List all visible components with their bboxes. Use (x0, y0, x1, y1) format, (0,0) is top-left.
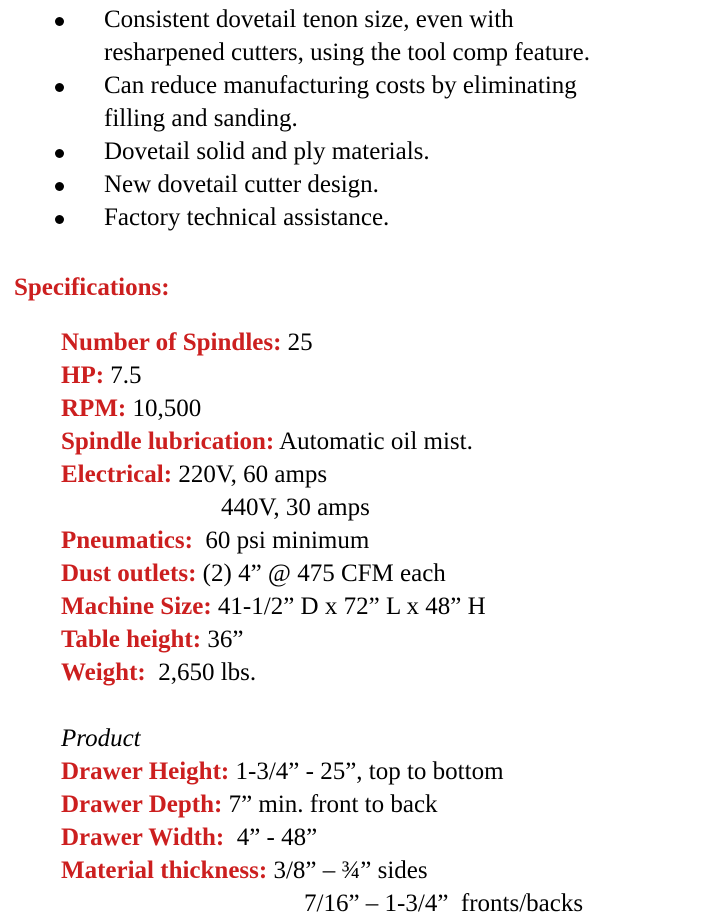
spec-label: Weight: (61, 659, 146, 686)
specifications-heading: Specifications: (14, 274, 170, 301)
bullet-dot-icon (55, 182, 64, 191)
spec-row-dust-outlets (61, 557, 486, 590)
product-row-drawer-width (61, 821, 583, 854)
bullet-line: Consistent dovetail tenon size, even with (104, 6, 514, 33)
bullet-line: Factory technical assistance. (104, 204, 390, 231)
spec-value: 440V, 30 amps (221, 494, 370, 521)
spec-value: 7” min. front to back (222, 791, 438, 818)
spec-value: 4” - 48” (224, 824, 318, 851)
spec-row-electrical (61, 458, 486, 491)
bullet-line: filling and sanding. (104, 105, 298, 132)
spec-label: HP: (61, 362, 105, 389)
product-row-drawer-depth (61, 788, 583, 821)
bullet-line: New dovetail cutter design. (104, 171, 379, 198)
product-row-drawer-height (61, 755, 583, 788)
bullet-dot-icon (55, 83, 64, 92)
spec-row-machine-size (61, 590, 486, 623)
spec-label: Drawer Width: (61, 824, 225, 851)
spec-value: 1-3/4” - 25”, top to bottom (229, 758, 504, 785)
spec-value: 25 (281, 329, 313, 356)
bullet-item (0, 201, 704, 234)
spec-label: Dust outlets: (61, 560, 197, 587)
spec-row-rpm (61, 392, 486, 425)
bullet-dot-icon (55, 215, 64, 224)
spec-value: 2,650 lbs. (145, 659, 257, 686)
spec-label: Electrical: (61, 461, 173, 488)
spec-value: 41-1/2” D x 72” L x 48” H (211, 593, 486, 620)
spec-row-electrical-continued (61, 491, 486, 524)
spec-value: (2) 4” @ 475 CFM each (196, 560, 446, 587)
bullet-item (0, 168, 704, 201)
spec-label: Drawer Height: (61, 758, 230, 785)
spec-value: 10,500 (126, 395, 202, 422)
specifications-list (61, 326, 486, 689)
product-heading: Product (61, 725, 141, 752)
product-row-material-thickness (61, 854, 583, 887)
bullet-item (0, 3, 704, 69)
spec-value: 7.5 (104, 362, 142, 389)
product-row-material-thickness-continued (61, 887, 583, 920)
spec-value: 3/8” – ¾” sides (267, 857, 428, 884)
spec-row-lubrication (61, 425, 486, 458)
spec-label: Material thickness: (61, 857, 268, 884)
bullet-line: Can reduce manufacturing costs by eliminating (104, 72, 577, 99)
bullet-item (0, 69, 704, 135)
spec-row-hp (61, 359, 486, 392)
spec-value: 220V, 60 amps (172, 461, 328, 488)
spec-label: Table height: (61, 626, 202, 653)
spec-row-spindles (61, 326, 486, 359)
spec-label: Number of Spindles: (61, 329, 282, 356)
spec-value: 60 psi minimum (192, 527, 370, 554)
spec-label: Drawer Depth: (61, 791, 223, 818)
product-section (61, 722, 583, 920)
spec-value: 7/16” – 1-3/4” fronts/backs (304, 890, 584, 917)
spec-row-weight (61, 656, 486, 689)
spec-label: Pneumatics: (61, 527, 193, 554)
bullet-dot-icon (55, 17, 64, 26)
spec-value: 36” (201, 626, 244, 653)
spec-label: Machine Size: (61, 593, 212, 620)
bullet-dot-icon (55, 149, 64, 158)
spec-label: Spindle lubrication: (61, 428, 275, 455)
bullet-item (0, 135, 704, 168)
bullet-line: resharpened cutters, using the tool comp feature. (104, 39, 590, 66)
feature-bullet-list (0, 3, 704, 234)
bullet-line: Dovetail solid and ply materials. (104, 138, 430, 165)
spec-value: Automatic oil mist. (274, 428, 473, 455)
spec-row-table-height (61, 623, 486, 656)
spec-label: RPM: (61, 395, 127, 422)
spec-row-pneumatics (61, 524, 486, 557)
